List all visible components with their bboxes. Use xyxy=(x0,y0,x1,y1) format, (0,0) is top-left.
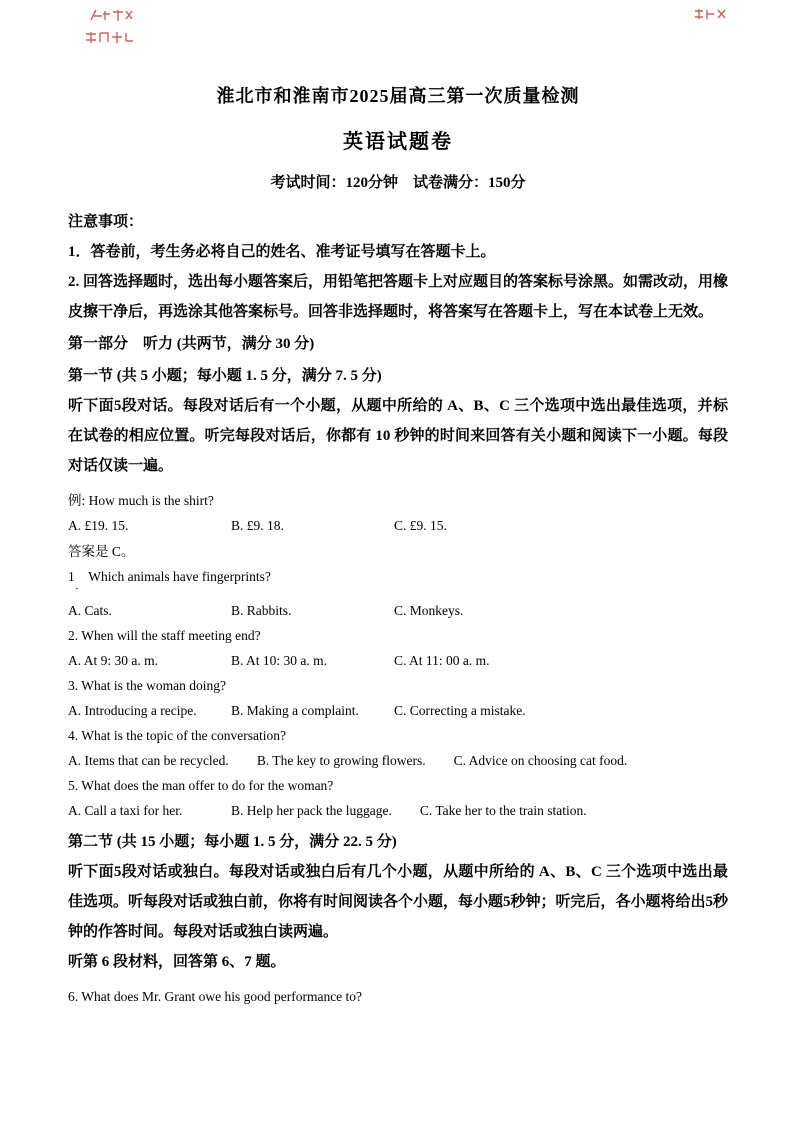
question-4-option-b: B. The key to growing flowers. xyxy=(256,753,426,768)
question-1-text: 1 Which animals have fingerprints? xyxy=(68,569,271,584)
page-title: 淮北市和淮南市2025届高三第一次质量检测 xyxy=(216,86,580,106)
question-5-text: 5. What does the man offer to do for the woman? xyxy=(68,778,334,793)
paper-subtitle: 英语试题卷 xyxy=(343,131,453,153)
question-3-text: 3. What is the woman doing? xyxy=(68,678,226,693)
question-2-option-c: C. At 11: 00 a. m. xyxy=(394,653,490,668)
question-5-option-b: B. Help her pack the luggage. xyxy=(231,803,392,818)
question-1 xyxy=(68,569,728,619)
red-stamp-fragment-top-left-1 xyxy=(88,7,134,24)
question-2 xyxy=(68,628,728,669)
question-3-option-b: B. Making a complaint. xyxy=(231,703,359,718)
question-5-options xyxy=(68,803,728,819)
question-1-options xyxy=(68,603,728,619)
question-1-option-a: A. Cats. xyxy=(68,603,112,618)
question-2-options xyxy=(68,653,728,669)
question-3-options xyxy=(68,703,728,719)
question-3-option-a: A. Introducing a recipe. xyxy=(68,703,197,718)
notice-item-1: 1．答卷前，考生务必将自己的姓名、准考证号填写在答题卡上。 xyxy=(68,244,496,260)
stray-punctuation-mark: · xyxy=(75,583,79,595)
section2-heading: 第二节 (共 15 小题；每小题 1. 5 分，满分 22. 5 分) xyxy=(68,834,397,850)
example-option-b: B. £9. 18. xyxy=(231,518,284,533)
question-2-option-a: A. At 9: 30 a. m. xyxy=(68,653,158,668)
question-6-text: 6. What does Mr. Grant owe his good performance to? xyxy=(68,989,363,1004)
question-4-options xyxy=(68,753,728,769)
section1-heading: 第一节 (共 5 小题；每小题 1. 5 分，满分 7. 5 分) xyxy=(68,368,382,384)
question-4-option-c: C. Advice on choosing cat food. xyxy=(453,753,628,768)
red-stamp-fragment-top-right xyxy=(692,7,728,22)
example-options xyxy=(68,518,728,534)
example-option-a: A. £19. 15. xyxy=(68,518,129,533)
question-1-option-c: C. Monkeys. xyxy=(394,603,464,618)
question-2-text: 2. When will the staff meeting end? xyxy=(68,628,261,643)
question-3 xyxy=(68,678,728,719)
question-4-text: 4. What is the topic of the conversation? xyxy=(68,728,286,743)
question-4 xyxy=(68,728,728,769)
example-answer: 答案是 C。 xyxy=(68,544,135,559)
question-2-option-b: B. At 10: 30 a. m. xyxy=(231,653,328,668)
section1-instructions: 听下面5段对话。每段对话后有一个小题，从题中所给的 A、B、C 三个选项中选出最佳选项，并标在试卷的相应位置。听完每段对话后，你都有 10 秒钟的时间来回答有关小题和阅读下一小题。每段对话仅读一遍。 xyxy=(68,398,728,474)
question-5-option-c: C. Take her to the train station. xyxy=(419,803,587,818)
part1-heading: 第一部分 听力 (共两节，满分 30 分) xyxy=(68,336,315,352)
red-stamp-fragment-top-left-2 xyxy=(83,29,135,46)
section2-material-6-7: 听第 6 段材料，回答第 6、7 题。 xyxy=(68,954,286,970)
notice-item-2: 2. 回答选择题时，选出每小题答案后，用铅笔把答题卡上对应题目的答案标号涂黑。如需改动，用橡皮擦干净后，再选涂其他答案标号。回答非选择题时，将答案写在答题卡上，写在本试卷上无效。 xyxy=(68,274,729,320)
question-1-option-b: B. Rabbits. xyxy=(231,603,292,618)
notices-heading: 注意事项： xyxy=(68,214,144,230)
example-question: 例: How much is the shirt? xyxy=(68,493,214,508)
question-5 xyxy=(68,778,728,819)
question-4-option-a: A. Items that can be recycled. xyxy=(68,753,229,768)
question-3-option-c: C. Correcting a mistake. xyxy=(394,703,526,718)
section2-instructions: 听下面5段对话或独白。每段对话或独白后有几个小题，从题中所给的 A、B、C 三个选项中选出最佳选项。听每段对话或独白前，你将有时间阅读各个小题，每小题5秒钟；听完后，各小题将给出5秒钟的作答时间。每段对话或独白读两遍。 xyxy=(68,864,729,940)
example-option-c: C. £9. 15. xyxy=(394,518,447,533)
question-5-option-a: A. Call a taxi for her. xyxy=(68,803,183,818)
exam-time-and-score: 考试时间：120分钟 试卷满分：150分 xyxy=(270,175,526,191)
